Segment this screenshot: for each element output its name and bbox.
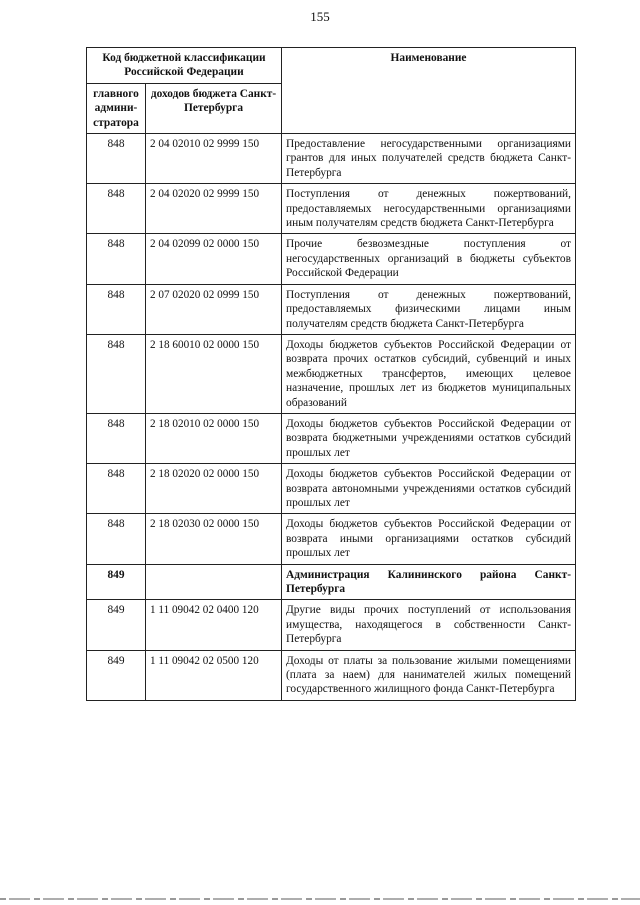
admin-code-cell: 848 xyxy=(87,234,146,284)
admin-code-cell: 848 xyxy=(87,184,146,234)
income-code-cell: 2 04 02010 02 9999 150 xyxy=(146,134,282,184)
table-row xyxy=(87,134,576,184)
page-number: 155 xyxy=(310,9,330,24)
income-code-cell: 2 07 02020 02 0999 150 xyxy=(146,284,282,334)
table-row xyxy=(87,514,576,564)
table-row xyxy=(87,284,576,334)
table-row xyxy=(87,334,576,413)
admin-code-cell: 849 xyxy=(87,564,146,600)
income-code-cell: 1 11 09042 02 0500 120 xyxy=(146,650,282,700)
table-header-row xyxy=(87,48,576,84)
header-code-group: Код бюджетной классификации Российской Федерации xyxy=(87,48,282,84)
name-cell: Прочие безвозмездные поступления от негосударственных организаций в бюджеты субъектов Российской Федерации xyxy=(282,234,576,284)
admin-code-cell: 849 xyxy=(87,600,146,650)
table-row xyxy=(87,184,576,234)
table-row xyxy=(87,464,576,514)
name-cell: Другие виды прочих поступлений от использования имущества, находящегося в собственности Санкт-Петербурга xyxy=(282,600,576,650)
header-name: Наименование xyxy=(282,48,576,134)
name-cell: Поступления от денежных пожертвований, предоставляемых физическими лицами иным получателям средств бюджета Санкт-Петербурга xyxy=(282,284,576,334)
admin-code-cell: 848 xyxy=(87,514,146,564)
income-code-cell: 2 04 02020 02 9999 150 xyxy=(146,184,282,234)
income-code-cell xyxy=(146,564,282,600)
name-cell: Администрация Калининского района Санкт-Петербурга xyxy=(282,564,576,600)
table-row xyxy=(87,413,576,463)
table-row xyxy=(87,650,576,700)
income-code-cell: 2 18 02030 02 0000 150 xyxy=(146,514,282,564)
admin-code-cell: 849 xyxy=(87,650,146,700)
budget-classification-table xyxy=(86,47,576,701)
name-cell: Поступления от денежных пожертвований, предоставляемых негосударственными организациями иным получателям средств бюджета Санкт-Петербурга xyxy=(282,184,576,234)
table-row xyxy=(87,234,576,284)
admin-code-cell: 848 xyxy=(87,134,146,184)
name-cell: Доходы бюджетов субъектов Российской Федерации от возврата бюджетными учреждениями остатков субсидий прошлых лет xyxy=(282,413,576,463)
name-cell: Доходы бюджетов субъектов Российской Федерации от возврата иными организациями остатков субсидий прошлых лет xyxy=(282,514,576,564)
income-code-cell: 2 18 02020 02 0000 150 xyxy=(146,464,282,514)
scan-edge-line xyxy=(0,898,640,900)
income-code-cell: 2 18 60010 02 0000 150 xyxy=(146,334,282,413)
header-admin: главного админи-стратора xyxy=(87,83,146,133)
income-code-cell: 2 18 02010 02 0000 150 xyxy=(146,413,282,463)
name-cell: Доходы бюджетов субъектов Российской Федерации от возврата прочих остатков субсидий, субвенций и иных межбюджетных трансфертов, имеющих целевое назначение, прошлых лет из бюджетов муниципальных образований xyxy=(282,334,576,413)
name-cell: Доходы бюджетов субъектов Российской Федерации от возврата автономными учреждениями остатков субсидий прошлых лет xyxy=(282,464,576,514)
table-row xyxy=(87,600,576,650)
name-cell: Доходы от платы за пользование жилыми помещениями (плата за наем) для нанимателей жилых помещений государственного жилищного фонда Санкт-Петербурга xyxy=(282,650,576,700)
name-cell: Предоставление негосударственными организациями грантов для иных получателей средств бюджета Санкт-Петербурга xyxy=(282,134,576,184)
admin-code-cell: 848 xyxy=(87,284,146,334)
table-row xyxy=(87,564,576,600)
income-code-cell: 2 04 02099 02 0000 150 xyxy=(146,234,282,284)
header-income: доходов бюджета Санкт-Петербурга xyxy=(146,83,282,133)
income-code-cell: 1 11 09042 02 0400 120 xyxy=(146,600,282,650)
admin-code-cell: 848 xyxy=(87,464,146,514)
admin-code-cell: 848 xyxy=(87,334,146,413)
admin-code-cell: 848 xyxy=(87,413,146,463)
